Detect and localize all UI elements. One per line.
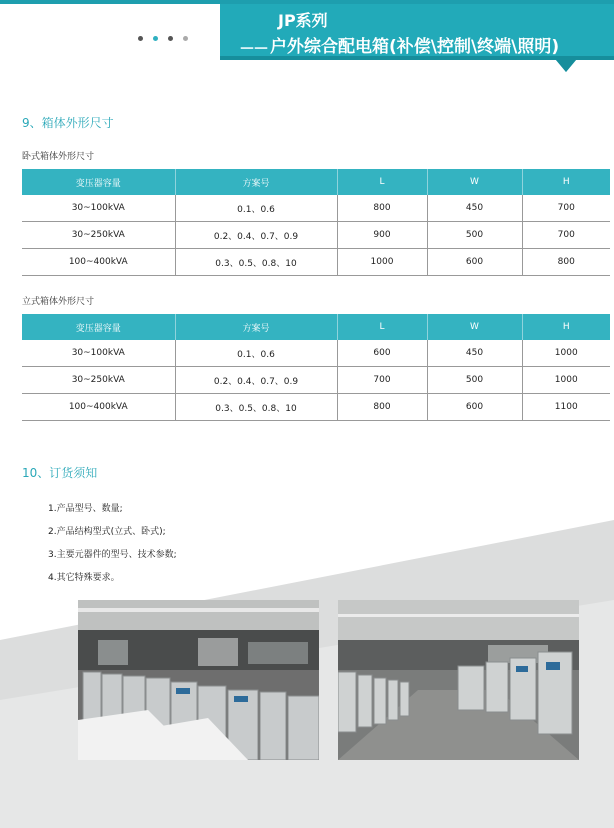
table-cell: 1000 (337, 249, 427, 276)
section-title-dimensions: 9、箱体外形尺寸 (22, 116, 114, 130)
column-header: L (337, 314, 427, 340)
table-cell: 100~400kVA (22, 394, 175, 421)
table-cell: 700 (337, 367, 427, 394)
table-row (22, 394, 610, 421)
table-cell: 100~400kVA (22, 249, 175, 276)
column-header: 方案号 (175, 169, 337, 195)
column-header: W (427, 169, 522, 195)
table-cell: 0.2、0.4、0.7、0.9 (175, 367, 337, 394)
column-header: L (337, 169, 427, 195)
vertical-dimensions-table (22, 314, 610, 421)
horizontal-caption: 卧式箱体外形尺寸 (22, 152, 95, 162)
table-cell: 0.3、0.5、0.8、10 (175, 249, 337, 276)
list-item: 1.产品型号、数量; (48, 504, 123, 514)
column-header: H (522, 314, 610, 340)
column-header: 变压器容量 (22, 169, 175, 195)
table-cell: 1000 (522, 367, 610, 394)
table-cell: 0.3、0.5、0.8、10 (175, 394, 337, 421)
table-cell: 0.1、0.6 (175, 195, 337, 222)
page-dot (183, 36, 188, 41)
factory-photo-right (338, 600, 579, 760)
series-title: JP系列 (278, 11, 328, 30)
column-header: H (522, 169, 610, 195)
table-cell: 700 (522, 222, 610, 249)
table-row (22, 367, 610, 394)
table-row (22, 222, 610, 249)
table-cell: 600 (427, 394, 522, 421)
table-cell: 800 (522, 249, 610, 276)
list-item: 4.其它特殊要求。 (48, 573, 120, 583)
table-cell: 30~100kVA (22, 340, 175, 367)
table-row (22, 340, 610, 367)
section-title-ordering: 10、订货须知 (22, 466, 98, 480)
subtitle-dash: —— (240, 40, 268, 56)
list-item: 3.主要元器件的型号、技术参数; (48, 550, 177, 560)
column-header: 变压器容量 (22, 314, 175, 340)
column-header: W (427, 314, 522, 340)
table-cell: 450 (427, 340, 522, 367)
table-cell: 800 (337, 195, 427, 222)
table-cell: 900 (337, 222, 427, 249)
table-cell: 600 (427, 249, 522, 276)
table-cell: 1000 (522, 340, 610, 367)
table-row (22, 249, 610, 276)
vertical-caption: 立式箱体外形尺寸 (22, 297, 95, 307)
table-cell: 500 (427, 222, 522, 249)
page-dot (138, 36, 143, 41)
table-row (22, 195, 610, 222)
table-cell: 450 (427, 195, 522, 222)
table-cell: 0.1、0.6 (175, 340, 337, 367)
table-cell: 600 (337, 340, 427, 367)
table-cell: 30~250kVA (22, 367, 175, 394)
table-cell: 800 (337, 394, 427, 421)
factory-photo-left (78, 600, 319, 760)
table-cell: 0.2、0.4、0.7、0.9 (175, 222, 337, 249)
table-cell: 500 (427, 367, 522, 394)
ordering-list (48, 498, 177, 590)
table-header-row (22, 169, 610, 195)
column-header: 方案号 (175, 314, 337, 340)
table-cell: 30~100kVA (22, 195, 175, 222)
page-dot-active (153, 36, 158, 41)
page-indicator (138, 36, 188, 41)
table-cell: 700 (522, 195, 610, 222)
table-header-row (22, 314, 610, 340)
horizontal-dimensions-table (22, 169, 610, 276)
page-subtitle: 户外综合配电箱(补偿\控制\终端\照明) (270, 37, 560, 57)
table-cell: 1100 (522, 394, 610, 421)
list-item: 2.产品结构型式(立式、卧式); (48, 527, 166, 537)
page-dot (168, 36, 173, 41)
table-cell: 30~250kVA (22, 222, 175, 249)
